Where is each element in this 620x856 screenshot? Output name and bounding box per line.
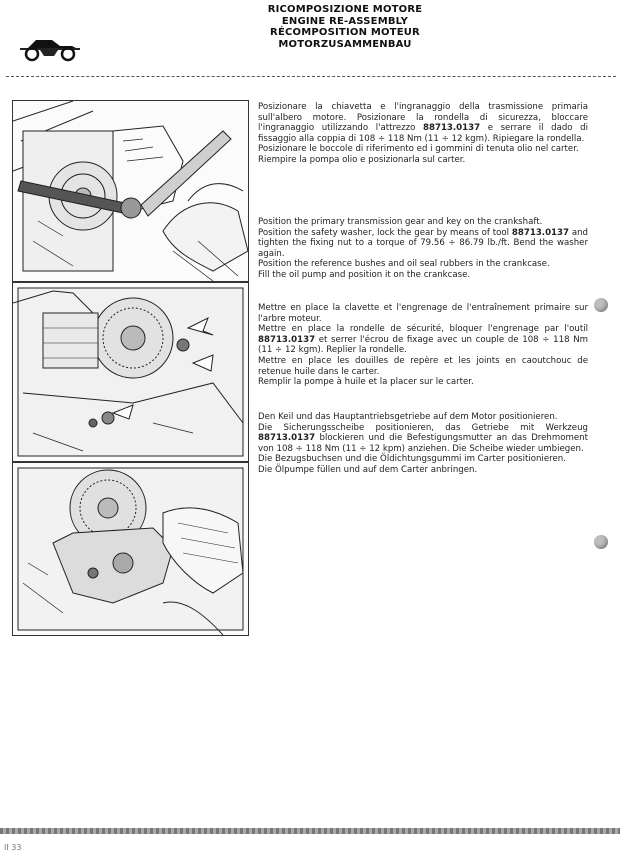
instructions-german [258, 412, 588, 476]
german-paragraph-1: Den Keil und das Hauptantriebsgetriebe auf dem Motor positionieren. [258, 412, 558, 422]
instructions-italian [258, 102, 588, 166]
title-german: MOTORZUSAMMENBAU [278, 38, 412, 50]
italian-text: e serrare il dado di fissaggio alla coppia di 108 ÷ 118 Nm (11 ÷ 12 kgm). Ripiegare la rondella. [258, 123, 588, 144]
header-titles [225, 4, 465, 50]
binder-hole-icon [594, 298, 608, 312]
french-text: et serrer l'écrou de fixage avec un couple de 108 ÷ 118 Nm (11 ÷ 12 kgm). Replier la rondelle. [258, 334, 588, 356]
instructions-english [258, 217, 588, 281]
french-paragraph-1: Mettre en place la clavette et l'engrenage de l'entraînement primaire sur l'arbre moteur. [258, 303, 588, 324]
english-text: Position the safety washer, lock the gear by means of tool [258, 227, 512, 238]
english-paragraph-1: Position the primary transmission gear and key on the crankshaft. [258, 217, 543, 227]
footer-divider [0, 828, 620, 834]
french-paragraph-3: Mettre en place les douilles de repère et les joints en caoutchouc de retenue huile dans le carter. [258, 355, 588, 377]
title-english: ENGINE RE-ASSEMBLY [281, 15, 409, 27]
german-paragraph-3: Die Bezugsbuchsen und die Öldichtungsgummi im Carter positionieren. [258, 454, 566, 465]
title-italian: RICOMPOSIZIONE MOTORE [267, 4, 423, 15]
header-divider [6, 76, 616, 77]
page-number: II 33 [4, 843, 22, 852]
italian-paragraph-1 [258, 102, 588, 144]
figure-torque-wrench [12, 100, 249, 282]
italian-text: Posizionare la chiavetta e l'ingranaggio della trasmissione primaria sull'albero motore. Posizionare la rondella di sicurezza, bloccare l'ingranaggio utilizzando l'attrezzo [258, 102, 588, 134]
primary-gear-illustration [13, 283, 248, 461]
french-paragraph-4: Remplir la pompe à huile et la placer sur le carter. [258, 377, 474, 388]
german-paragraph-2 [258, 423, 588, 455]
instructions-french [258, 303, 588, 388]
german-text: Die Sicherungsscheibe positionieren, das Getriebe mit Werkzeug [258, 422, 588, 433]
tool-code: 88713.0137 [258, 433, 316, 444]
figure-primary-gear [12, 282, 249, 462]
binder-hole-icon [594, 535, 608, 549]
tool-code: 88713.0137 [423, 123, 481, 134]
tool-code: 88713.0137 [258, 334, 316, 345]
english-paragraph-2 [258, 228, 588, 260]
torque-wrench-illustration [13, 101, 248, 281]
english-paragraph-3: Position the reference bushes and oil seal rubbers in the crankcase. [258, 259, 550, 270]
italian-paragraph-3: Riempire la pompa olio e posizionarla sul carter. [258, 154, 466, 165]
tool-code: 88713.0137 [511, 227, 569, 238]
figure-oil-pump [12, 462, 249, 636]
french-text: Mettre en place la rondelle de sécurité, bloquer l'engrenage par l'outil [258, 324, 588, 335]
english-text: and tighten the fixing nut to a torque of 79.56 ÷ 86.79 lb./ft. Bend the washer again. [258, 227, 588, 259]
german-paragraph-4: Die Ölpumpe füllen und auf dem Carter anbringen. [258, 464, 478, 475]
oil-pump-illustration [13, 463, 248, 635]
german-text: blockieren und die Befestigungsmutter an das Drehmoment von 108 ÷ 118 Nm (11 ÷ 12 kpm) anziehen. Die Scheibe wieder umbiegen. [258, 433, 588, 454]
french-paragraph-2 [258, 324, 588, 356]
english-paragraph-4: Fill the oil pump and position it on the crankcase. [258, 269, 471, 280]
title-french: RÉCOMPOSITION MOTEUR [270, 27, 420, 38]
motorcycle-logo-icon [18, 34, 82, 64]
italian-paragraph-2: Posizionare le boccole di riferimento ed i gommini di tenuta olio nel carter. [258, 144, 579, 155]
